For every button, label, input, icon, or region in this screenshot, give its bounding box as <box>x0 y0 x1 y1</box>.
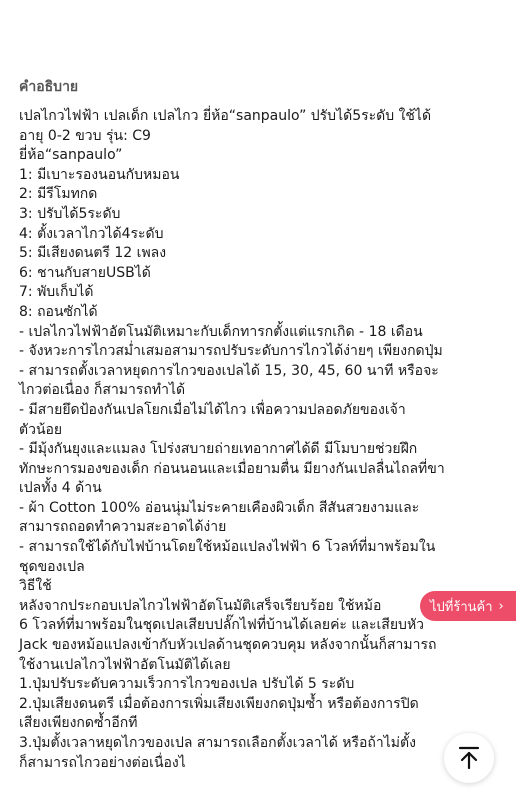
description-line: ตัวน้อย <box>19 421 63 438</box>
description-line: หลังจากประกอบเปลไกวไฟฟ้าอัตโนมัติเสร็จเรียบร้อย ใช้หม้อ <box>19 597 382 614</box>
go-to-shop-button[interactable] <box>420 591 516 621</box>
description-line: 4: ตั้งเวลาไกวได้4ระดับ <box>19 225 164 242</box>
arrow-up-to-line-icon <box>458 746 480 770</box>
description-line: ทักษะการมองของเด็ก ก่อนนอนและเมื่อยามตื่น มียางกันเปลลื่นไถลที่ขา <box>19 460 445 477</box>
description-line: 7: พับเก็บได้ <box>19 284 94 301</box>
description-line: - จังหวะการไกวสม่ำเสมอสามารถปรับระดับการไกวได้ง่ายๆ เพียงกดปุ่ม <box>19 343 443 360</box>
description-line: - ผ้า Cotton 100% อ่อนนุ่มไม่ระคายเคืองผิวเด็ก สีสันสวยงามและ <box>19 499 420 516</box>
description-line: เปลไกวไฟฟ้า เปลเด็ก เปลไกว ยี่ห้อ“sanpaulo” ปรับได้5ระดับ ใช้ได้ <box>19 108 432 124</box>
description-line: 1: มีเบาะรองนอนกับหมอน <box>19 166 180 183</box>
description-line: 8: ถอนซักได้ <box>19 303 98 320</box>
description-line: - สามารถใช้ได้กับไฟบ้านโดยใช้หม้อแปลงไฟฟ้า 6 โวลท์ที่มาพร้อมใน <box>19 539 436 556</box>
section-title: คำอธิบาย <box>19 79 79 95</box>
description-line: เสียงเพียงกดซ้ำอีกที <box>19 715 138 732</box>
description-line: ชุดของเปล <box>19 558 85 575</box>
description-line: วิธีใช้ <box>19 578 52 595</box>
description-line: 6 โวลท์ที่มาพร้อมในชุดเปลเสียบปลั๊กไฟที่บ้านได้เลยค่ะ และเสียบหัว <box>19 617 425 634</box>
description-line: ยี่ห้อ“sanpaulo” <box>19 147 123 164</box>
description-text <box>19 107 499 773</box>
description-line: เปลทั้ง 4 ด้าน <box>19 480 102 497</box>
description-line: 3.ปุ่มตั้งเวลาหยุดไกวของเปล สามารถเลือกตั้งเวลาได้ หรือถ้าไม่ตั้ง <box>19 735 416 751</box>
description-line: - มีสายยึดป้องกันเปลโยกเมื่อไม่ได้ไกว เพื่อความปลอดภัยของเจ้า <box>19 401 406 418</box>
description-line: สามารถถอดทำความสะอาดได้ง่าย <box>19 519 227 536</box>
description-line: - เปลไกวไฟฟ้าอัตโนมัติเหมาะกับเด็กทารกตั้งแต่แรกเกิด - 18 เดือน <box>19 323 423 340</box>
description-line: ไกวต่อเนื่อง ก็สามารถทำได้ <box>19 382 186 399</box>
description-line: 3: ปรับได้5ระดับ <box>19 205 121 222</box>
description-line: Jack ของหม้อแปลงเข้ากับหัวเปลด้านชุดควบคุม หลังจากนั้นก็สามารถ <box>19 637 437 654</box>
description-line: - สามารถตั้งเวลาหยุดการไกวของเปลได้ 15, 30, 45, 60 นาที หรือจะ <box>19 362 439 379</box>
scroll-to-top-button[interactable] <box>444 733 494 783</box>
description-line: 5: มีเสียงดนตรี 12 เพลง <box>19 245 167 262</box>
description-line: ใช้งานเปลไกวไฟฟ้าอัตโนมัติได้เลย <box>19 656 231 673</box>
description-line: - มีมุ้งกันยุงและแมลง โปร่งสบายถ่ายเทอากาศได้ดี มีโมบายช่วยฝึก <box>19 441 418 458</box>
chevron-right-icon: › <box>498 598 504 614</box>
description-line: ก็สามารถไกวอย่างต่อเนื่องไ <box>19 754 186 771</box>
description-line: 6: ชานกับสายUSBได้ <box>19 264 151 281</box>
description-line: 1.ปุ่มปรับระดับความเร็วการไกวของเปล ปรับได้ 5 ระดับ <box>19 676 355 693</box>
description-line: อายุ 0-2 ขวบ รุ่น: C9 <box>19 127 151 144</box>
go-to-shop-label: ไปที่ร้านค้า <box>430 599 493 615</box>
description-line: 2: มีรีโมทกด <box>19 186 98 203</box>
description-line: 2.ปุ่มเสียงดนตรี เมื่อต้องการเพิ่มเสียงเพียงกดปุ่มซ้ำ หรือต้องการปิด <box>19 695 419 712</box>
